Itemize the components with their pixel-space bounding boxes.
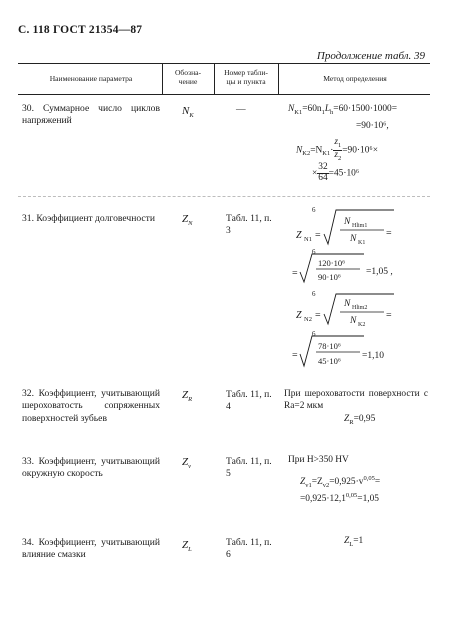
f1-num: 120·10⁶: [318, 258, 346, 268]
equals-3: =: [292, 268, 298, 279]
den1-symbol: N: [350, 234, 357, 244]
row-32-table-ref: Табл. 11, п. 4: [226, 389, 272, 413]
row-31-table-ref: Табл. 11, п. 3: [226, 213, 272, 237]
den1-sub: K1: [358, 240, 366, 246]
row-30-method-line-2: =90·10⁶,: [356, 121, 389, 131]
zn1-sub: N1: [304, 236, 312, 243]
row-31-method-formulas: [282, 206, 432, 374]
f2-den: 45·10⁶: [318, 356, 341, 366]
num2-sub: Hlim2: [352, 305, 368, 311]
den2-symbol: N: [350, 316, 357, 326]
equals-1: =: [315, 230, 321, 241]
column-header-name: Наименование параметра: [49, 74, 133, 83]
root-index-2: 6: [312, 248, 316, 256]
f2-num: 78·10⁶: [318, 341, 341, 351]
row-separator: [18, 196, 430, 197]
col-divider-1: [162, 63, 163, 94]
row-30-method-line-3: $N_{K2}=N_{K1}\cdot$ $\frac{z_1}{z_2}$ =90·10⁶×: [296, 137, 378, 162]
row-33-symbol: $Z_v$: [182, 456, 192, 471]
row-30-table-ref: —: [236, 104, 246, 115]
root-index-4: 6: [312, 330, 316, 338]
column-header-method: Метод определения: [323, 74, 387, 83]
row-31-symbol: $Z_N$: [182, 213, 193, 228]
zn1-symbol: Z: [296, 230, 302, 241]
num1-sub: Hlim1: [352, 223, 368, 229]
row-34-table-ref: Табл. 11, п. 6: [226, 537, 272, 561]
den2-sub: K2: [358, 322, 366, 328]
root-index-1: 6: [312, 206, 316, 214]
col-divider-2: [214, 63, 215, 94]
row-30-method-line-1: $N_{K1}=60n_1L_h=60\cdot 1500\cdot 1000=$: [288, 104, 397, 116]
row-30-method-line-4: × $\frac{32}{64}$ =45·10⁶: [312, 162, 360, 183]
row-33-method-condition: При H>350 HV: [288, 455, 349, 465]
num2-symbol: N: [344, 299, 351, 309]
row-30-symbol: $N_K$: [182, 105, 194, 120]
row-30-name: 30. Суммарное число циклов напряжений: [22, 103, 160, 127]
row-32-method-result: $Z_R=0,95$: [344, 414, 376, 426]
row-34-symbol: $Z_L$: [182, 539, 192, 554]
f1-den: 90·10⁶: [318, 272, 341, 282]
row-32-name: 32. Коэффициент, учитывающий шероховатость сопряженных поверхностей зубьев: [22, 388, 160, 424]
zn2-symbol: Z: [296, 310, 302, 321]
zn2-sub: N2: [304, 316, 312, 323]
equals-4: =: [315, 310, 321, 321]
root-index-3: 6: [312, 290, 316, 298]
f2-result: =1,10: [362, 351, 384, 361]
row-33-method-line-1: $Z_{v1}=Z_{v2}=0,925\cdot v^{0,05}=$: [300, 475, 381, 489]
equals-2: =: [386, 228, 392, 239]
row-34-method-result: $Z_L=1$: [344, 536, 364, 548]
row-34-name: 34. Коэффициент, учитывающий влияние смазки: [22, 537, 160, 561]
column-header-symbol: Обозна- чение: [174, 68, 202, 87]
page-header: С. 118 ГОСТ 21354—87: [18, 24, 143, 36]
table-top-rule: [18, 63, 430, 64]
equals-5: =: [386, 310, 392, 321]
col-divider-3: [278, 63, 279, 94]
row-33-table-ref: Табл. 11, п. 5: [226, 456, 272, 480]
row-31-name: 31. Коэффициент долговечности: [22, 213, 155, 224]
row-33-name: 33. Коэффициент, учитывающий окружную скорость: [22, 456, 160, 480]
table-continuation-label: Продолжение табл. 39: [316, 50, 425, 62]
column-header-table-ref: Номер табли- цы и пункта: [224, 68, 268, 87]
table-header-rule: [18, 94, 430, 95]
num1-symbol: N: [344, 217, 351, 227]
f1-result: =1,05 ,: [366, 267, 393, 277]
row-32-method-text: При шероховатости поверхности с Ra=2 мкм: [284, 389, 428, 412]
row-33-method-line-2: $=0,925\cdot 12,1^{0,05}=1,05$: [300, 492, 379, 505]
equals-6: =: [292, 350, 298, 361]
row-32-symbol: $Z_R$: [182, 389, 193, 404]
